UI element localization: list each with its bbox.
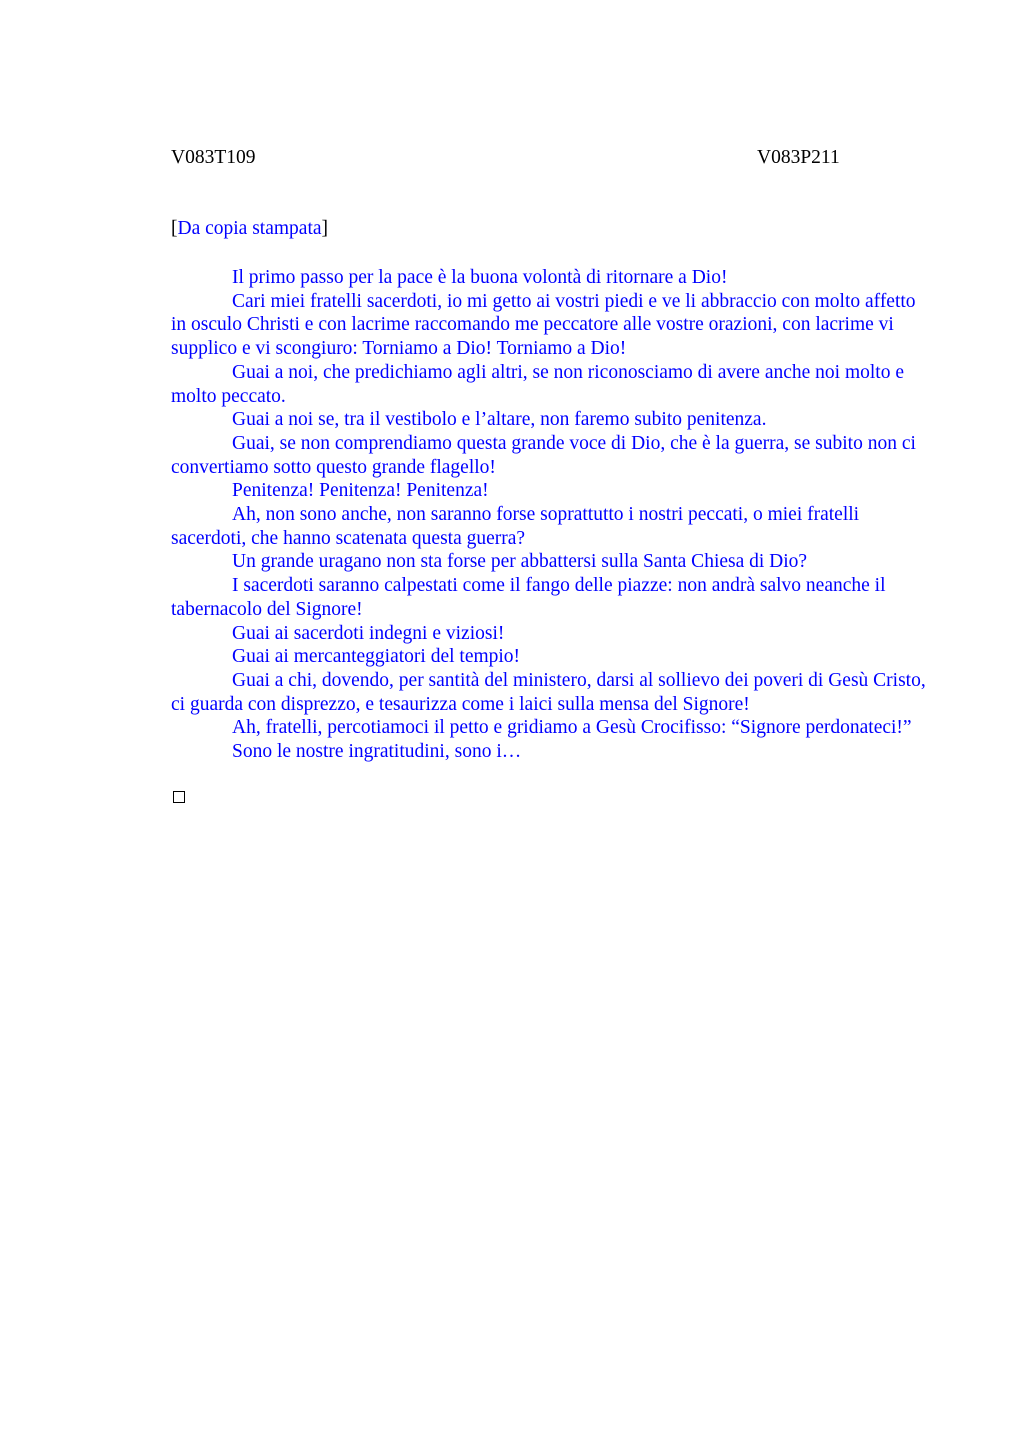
paragraph: Sono le nostre ingratitudini, sono i… — [232, 741, 522, 763]
source-note-close-bracket: ] — [321, 218, 329, 239]
document-code-left: V083T109 — [171, 147, 256, 168]
paragraph: Guai, se non comprendiamo questa grande voce di Dio, che è la guerra, se subito non ci convertiamo sotto questo grande flagello! — [171, 432, 916, 478]
paragraph: Guai a chi, dovendo, per santità del ministero, darsi al sollievo dei poveri di Gesù Cristo, ci guarda con disprezzo, e tesaurizza come i laici sulla mensa del Signore! — [171, 669, 926, 715]
paragraph: Cari miei fratelli sacerdoti, io mi getto ai vostri piedi e ve li abbraccio con molto affetto in osculo Christi e con lacrime raccomando me peccatore alle vostre orazioni, con lacrime vi supplico e vi scongiuro: Torniamo a Dio! Torniamo a Dio! — [171, 290, 916, 360]
source-note — [171, 218, 328, 240]
paragraph: I sacerdoti saranno calpestati come il fango delle piazze: non andrà salvo neanche il tabernacolo del Signore! — [171, 575, 886, 620]
document-code-right: V083P211 — [757, 147, 840, 168]
paragraph: Guai ai sacerdoti indegni e viziosi! — [232, 622, 505, 644]
source-note-open-bracket: [ — [171, 218, 178, 239]
letter-body — [171, 266, 927, 764]
paragraph: Guai a noi se, tra il vestibolo e l’altare, non faremo subito penitenza. — [232, 409, 767, 431]
paragraph: Penitenza! Penitenza! Penitenza! — [232, 480, 489, 502]
paragraph: Ah, non sono anche, non saranno forse soprattutto i nostri peccati, o miei fratelli sacerdoti, che hanno scatenata questa guerra? — [171, 504, 860, 549]
empty-square-icon — [173, 791, 185, 803]
source-note-text: Da copia stampata — [177, 218, 322, 239]
paragraph: Il primo passo per la pace è la buona volontà di ritornare a Dio! — [232, 267, 728, 288]
paragraph: Un grande uragano non sta forse per abbattersi sulla Santa Chiesa di Dio? — [232, 551, 808, 573]
paragraph: Guai ai mercanteggiatori del tempio! — [232, 646, 521, 668]
paragraph: Ah, fratelli, percotiamoci il petto e gridiamo a Gesù Crocifisso: “Signore perdonateci!” — [232, 717, 912, 739]
paragraph: Guai a noi, che predichiamo agli altri, se non riconosciamo di avere anche noi molto e molto peccato. — [171, 361, 904, 407]
